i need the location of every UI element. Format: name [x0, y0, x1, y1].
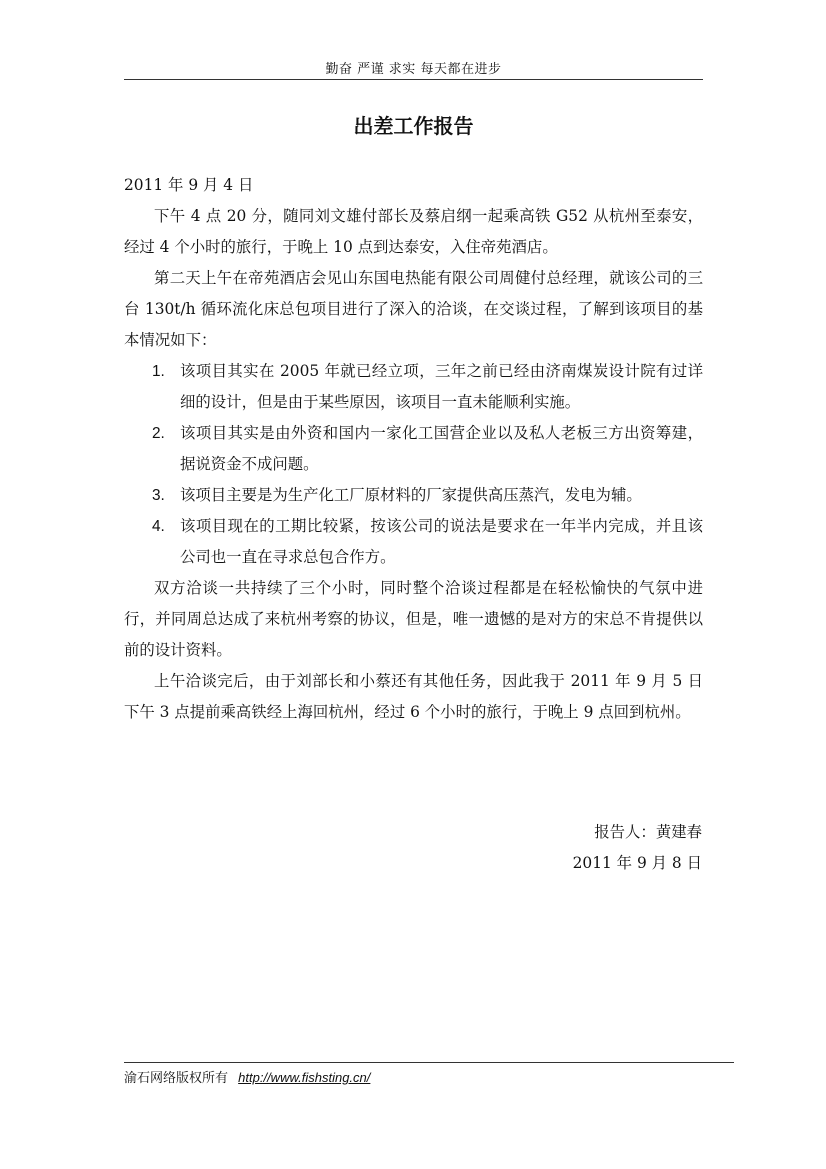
report-body — [124, 170, 703, 728]
list-item-text: 该项目主要是为生产化工厂原材料的厂家提供高压蒸汽，发电为辅。 — [180, 486, 642, 504]
signature-reporter: 报告人：黄建春 — [594, 823, 702, 841]
list-item-text: 该项目现在的工期比较紧，按该公司的说法是要求在一年半内完成，并且该公司也一直在寻求总包合作方。 — [180, 517, 703, 566]
list-item — [124, 418, 703, 480]
footer-divider — [124, 1062, 734, 1063]
project-facts-list — [124, 356, 703, 573]
list-item-number: 2. — [152, 425, 165, 442]
list-item — [124, 511, 703, 573]
list-item-text: 该项目其实在 2005 年就已经立项，三年之前已经由济南煤炭设计院有过详细的设计，但是由于某些原因，该项目一直未能顺利实施。 — [180, 362, 703, 411]
list-item-text: 该项目其实是由外资和国内一家化工国营企业以及私人老板三方出资筹建，据说资金不成问题。 — [180, 424, 703, 473]
paragraph-1: 下午 4 点 20 分，随同刘文雄付部长及蔡启纲一起乘高铁 G52 从杭州至泰安，经过 4 个小时的旅行，于晚上 10 点到达泰安，入住帝苑酒店。 — [124, 207, 703, 256]
paragraph-2: 第二天上午在帝苑酒店会见山东国电热能有限公司周健付总经理，就该公司的三台 130t/h 循环流化床总包项目进行了深入的洽谈，在交谈过程，了解到该项目的基本情况如下： — [124, 269, 703, 349]
list-item — [124, 480, 703, 511]
paragraph-3: 双方洽谈一共持续了三个小时，同时整个洽谈过程都是在轻松愉快的气氛中进行，并同周总达成了来杭州考察的协议，但是，唯一遗憾的是对方的宋总不肯提供以前的设计资料。 — [124, 579, 703, 659]
list-item-number: 3. — [152, 487, 165, 504]
list-item — [124, 356, 703, 418]
page-header-slogan: 勤奋 严谨 求实 每天都在进步 — [325, 62, 502, 77]
list-item-number: 1. — [152, 363, 165, 380]
report-date: 2011 年 9 月 4 日 — [124, 176, 254, 194]
footer-website-link[interactable]: http://www.fishsting.cn/ — [238, 1070, 371, 1085]
list-item-number: 4. — [152, 518, 165, 535]
header-divider — [124, 79, 703, 80]
page-footer — [124, 1067, 370, 1086]
footer-copyright: 渝石网络版权所有 — [124, 1071, 229, 1086]
paragraph-4: 上午洽谈完后，由于刘部长和小蔡还有其他任务，因此我于 2011 年 9 月 5 日下午 3 点提前乘高铁经上海回杭州，经过 6 个小时的旅行，于晚上 9 点回到杭州。 — [124, 672, 703, 721]
document-title: 出差工作报告 — [353, 114, 474, 138]
signature-date: 2011 年 9 月 8 日 — [572, 854, 702, 872]
